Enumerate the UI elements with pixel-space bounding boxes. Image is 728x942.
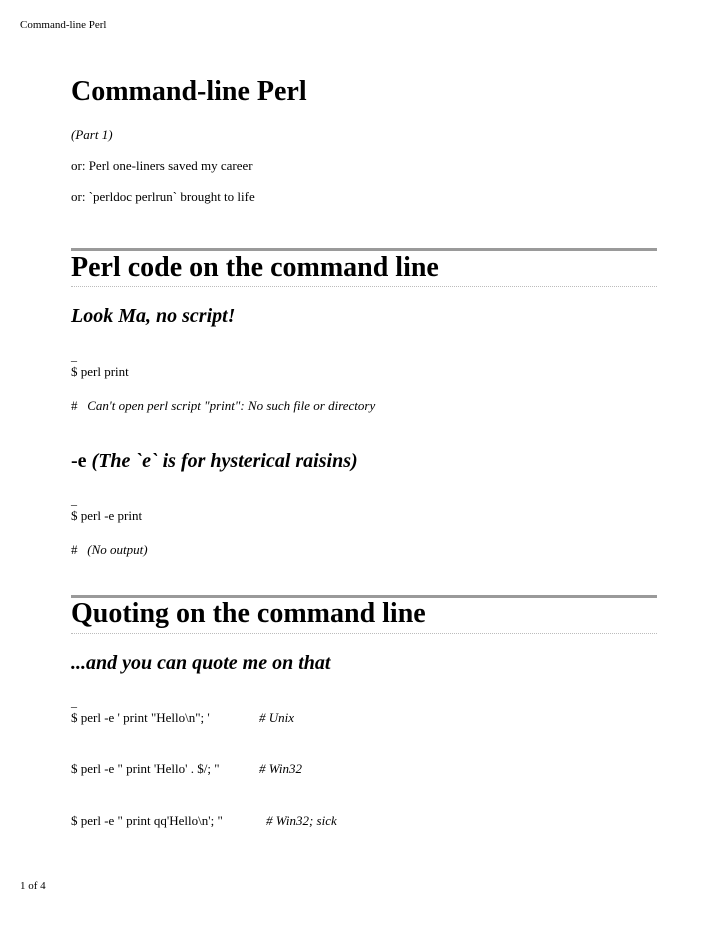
document-title: Command-line Perl xyxy=(71,76,307,107)
code-marker: _ xyxy=(71,493,77,507)
subtitle-one: or: Perl one-liners saved my career xyxy=(71,158,253,173)
code-marker: _ xyxy=(71,349,77,363)
comment-hash: # xyxy=(71,542,78,557)
code-comment: # Unix xyxy=(259,710,295,725)
output-line xyxy=(71,398,375,414)
option-description: (The `e` is for hysterical raisins) xyxy=(91,450,358,472)
output-text: Can't open perl script "print": No such file or directory xyxy=(87,398,376,413)
code-comment: # Win32; sick xyxy=(266,813,337,828)
comment-hash: # xyxy=(71,398,78,413)
output-text: (No output) xyxy=(87,542,148,557)
part-label: (Part 1) xyxy=(71,127,113,142)
option-flag: -e xyxy=(71,450,87,472)
code-line: $ perl -e " print 'Hello' . $/; " xyxy=(71,761,220,776)
running-header: Command-line Perl xyxy=(20,19,107,31)
code-line: $ perl -e ' print "Hello\n"; ' xyxy=(71,710,210,725)
subheading-e-option xyxy=(71,450,358,473)
section-divider xyxy=(71,248,657,251)
section-heading-perl-code: Perl code on the command line xyxy=(71,252,439,283)
subtitle-two: or: `perldoc perlrun` brought to life xyxy=(71,189,255,204)
code-line: $ perl -e print xyxy=(71,508,143,523)
code-marker: _ xyxy=(71,695,77,709)
code-line: $ perl print xyxy=(71,364,129,379)
code-line: $ perl -e " print qq'Hello\n'; " xyxy=(71,813,223,828)
subheading-no-script: Look Ma, no script! xyxy=(71,305,236,327)
page-counter: 1 of 4 xyxy=(20,880,46,892)
heading-underline xyxy=(71,286,657,287)
output-line xyxy=(71,542,148,558)
section-heading-quoting: Quoting on the command line xyxy=(71,598,426,629)
code-comment: # Win32 xyxy=(259,761,302,776)
subheading-quote-me: ...and you can quote me on that xyxy=(71,652,331,674)
heading-underline xyxy=(71,633,657,634)
